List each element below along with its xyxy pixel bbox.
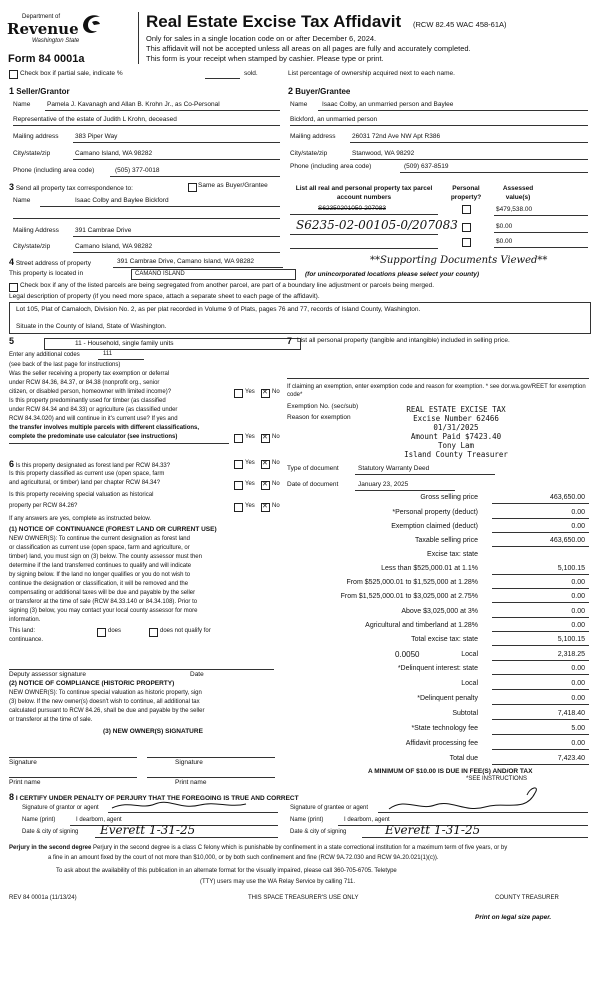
signature-label-2: Signature (175, 759, 203, 766)
no-label: No (272, 481, 280, 487)
yes-label: Yes (245, 434, 255, 440)
treasurer-receipt-stamp: REAL ESTATE EXCISE TAX Excise Number 62466 01/31/2025 Amount Paid $7423.40 Tony Lam Island County Treasurer (404, 405, 508, 459)
seller-city-value[interactable]: Camano Island, WA 98282 (75, 150, 153, 157)
same-as-buyer-checkbox[interactable] (188, 183, 197, 192)
sold-label: sold. (244, 70, 258, 77)
section-1-heading: 1 Seller/Grantor (9, 86, 70, 96)
additional-codes-label: Enter any additional codes (9, 352, 80, 358)
exemption-number-label: Exemption No. (sec/sub) (287, 403, 359, 410)
corr-city-label: City/state/zip (13, 243, 51, 250)
legal-description-line-1: Lot 105, Plat of Camaloch, Division No. 2, as per plat recorded in Volume 9 of Plats, pages 76 and 77, records of Island County, Washington. (16, 306, 421, 313)
no-label: No (272, 460, 280, 466)
calc-label: Subtotal (452, 710, 478, 717)
document-date-value[interactable]: January 23, 2025 (358, 481, 409, 488)
location-select[interactable]: CAMANO ISLAND (131, 269, 296, 280)
exemption-instructions: If claiming an exemption, enter exemption code and reason for exemption. * see dor.wa.gov/REET for exemption code* (287, 384, 586, 398)
calc-label: Less than $525,000.01 at 1.1% (381, 565, 478, 572)
document-type-label: Type of document (287, 465, 339, 472)
calc-label: Local (461, 651, 478, 658)
personal-property-checkbox-1[interactable] (462, 205, 471, 214)
local-rate-value[interactable]: 0.0050 (395, 650, 420, 659)
sec5-q1-yes-checkbox[interactable] (234, 389, 243, 398)
land-does-not-checkbox[interactable] (149, 628, 158, 637)
notice-1-line: continue the designation or classification, it will be removed and the (9, 581, 189, 587)
personal-property-checkbox-2[interactable] (462, 223, 471, 232)
sec5-q2-line1: Is this property predominantly used for timber (as classified (9, 398, 166, 404)
grantee-name-print-value[interactable]: I dearborn, agent (344, 817, 390, 823)
legal-description-line-2: Situate in the County of Island, State of Washington. (16, 323, 167, 330)
seller-name-label: Name (13, 101, 31, 108)
calc-value[interactable]: 0.00 (571, 579, 585, 586)
sec6-q1-yes-checkbox[interactable] (234, 460, 243, 469)
grantee-signature-label: Signature of grantee or agent (290, 805, 369, 811)
additional-codes-value[interactable]: 111 (103, 351, 113, 357)
sec6-q1: 6 Is this property designated as forest land per RCW 84.33? (9, 459, 171, 469)
buyer-address-value[interactable]: 26031 72nd Ave NW Apt R386 (352, 133, 441, 140)
supporting-docs-stamp: **Supporting Documents Viewed** (370, 255, 548, 266)
dept-label: Department of (22, 14, 61, 20)
calc-label: Excise tax: state (427, 551, 478, 558)
calc-label: From $1,525,000.01 to $3,025,000 at 2.75% (340, 593, 478, 600)
sec5-q2-line2: under RCW 84.34 and 84.33) or agriculture (as classified under (9, 407, 178, 413)
calc-value[interactable]: 0.00 (571, 695, 585, 702)
notice-2-line: calculated pursuant to RCW 84.26, shall be due and payable by the seller (9, 708, 205, 714)
same-as-buyer-label: Same as Buyer/Grantee (198, 182, 268, 189)
buyer-address-label: Mailing address (290, 133, 336, 140)
calc-label: Affidavit processing fee (405, 740, 478, 747)
no-label: No (272, 503, 280, 509)
buyer-name-value[interactable]: Isaac Colby, an unmarried person and Baylee (322, 101, 454, 108)
this-land-label: This land: (9, 628, 36, 634)
form-title: Real Estate Excise Tax Affidavit (146, 12, 402, 31)
calc-value[interactable]: 5,100.15 (557, 565, 585, 572)
print-name-label-2: Print name (175, 779, 207, 786)
buyer-city-label: City/state/zip (290, 150, 328, 157)
sec6-q3-no-checkbox[interactable] (261, 503, 270, 512)
yes-label: Yes (245, 389, 255, 395)
calc-value[interactable]: 0.00 (571, 680, 585, 687)
segregation-label: Check box if any of the listed parcels are being segregated from another parcel, are part of a boundary line adjustment or parcels being merged. (20, 282, 435, 289)
minimum-fee-note: A MINIMUM OF $10.00 IS DUE IN FEE(S) AND/OR TAX (368, 768, 533, 775)
land-does-not-label: does not qualify for (160, 628, 211, 634)
grantor-name-print-value[interactable]: I dearborn, agent (76, 817, 122, 823)
calc-value[interactable]: 2,318.25 (557, 651, 585, 658)
seller-phone-value[interactable]: (505) 377-0018 (115, 167, 160, 174)
grantee-date-city-value[interactable]: Everett 1-31-25 (385, 823, 481, 837)
perjury-line-2: a fine in an amount fixed by the court of not more than $10,000, or by both such confinement and fine (RCW 9A.72.030 and RCW 9A.20.021(1)(c)). (48, 855, 439, 861)
sec6-q3-line1: Is this property receiving special valuation as historical (9, 492, 154, 498)
section-4-heading: 4 Street address of property (9, 257, 91, 267)
notice-1-line: information. (9, 617, 41, 623)
deputy-date-label: Date (190, 671, 204, 678)
seller-name-value[interactable]: Pamela J. Kavanagh and Allan B. Krohn Jr., as Co-Personal (47, 101, 220, 108)
grantor-name-print-label: Name (print) (22, 817, 56, 823)
sec6-q1-no-checkbox[interactable] (261, 460, 270, 469)
calc-label: From $525,000.01 to $1,525,000 at 1.28% (346, 579, 478, 586)
buyer-name-value-2[interactable]: Bickford, an unmarried person (290, 116, 378, 123)
see-back-note: (see back of the last page for instructions) (9, 362, 121, 368)
seller-phone-label: Phone (including area code) (13, 167, 95, 174)
grantor-date-city-label: Date & city of signing (22, 829, 79, 835)
calc-label: Taxable selling price (414, 537, 478, 544)
assessed-value-3[interactable]: $0.00 (496, 238, 513, 245)
print-name-label-1: Print name (9, 779, 41, 786)
section-7-number: 7 (287, 336, 293, 346)
calc-label: Above $3,025,000 at 3% (401, 608, 478, 615)
treasurer-use-label: THIS SPACE TREASURER'S USE ONLY (248, 895, 359, 901)
calc-label: *Delinquent interest: state (397, 665, 478, 672)
notice-1-line: compensating or additional taxes will be due and payable by the seller (9, 590, 196, 596)
assessed-value-2[interactable]: $0.00 (496, 223, 513, 230)
notice-1-title: (1) NOTICE OF CONTINUANCE (FOREST LAND OR CURRENT USE) (9, 526, 217, 533)
exemption-reason-label: Reason for exemption (287, 414, 351, 421)
buyer-phone-value[interactable]: (509) 637-8519 (404, 163, 449, 170)
calc-value[interactable]: 7,418.40 (557, 710, 585, 717)
sec6-q2-line2: and agricultural, or timber) land per chapter RCW 84.34? (9, 480, 161, 486)
document-type-value[interactable]: Statutory Warranty Deed (358, 465, 430, 472)
continuance-label: continuance. (9, 637, 44, 643)
partial-sale-checkbox[interactable] (9, 70, 18, 79)
seller-address-value[interactable]: 383 Piper Way (75, 133, 118, 140)
revision-label: REV 84 0001a (11/13/24) (9, 895, 77, 901)
section-3-heading: 3 Send all property tax correspondence to: (9, 182, 133, 192)
calc-value[interactable]: 5.00 (571, 725, 585, 732)
buyer-phone-label: Phone (including area code) (290, 163, 372, 170)
sec6-q3-line2: property per RCW 84.26? (9, 503, 78, 509)
wa-revenue-logo-icon (80, 11, 102, 35)
notice-1-line: determine if the land transferred continues to qualify and will indicate (9, 563, 192, 569)
assessed-value-1[interactable]: $479,538.00 (496, 206, 533, 213)
seller-address-label: Mailing address (13, 133, 59, 140)
rcw-ref: (RCW 82.45 WAC 458-61A) (413, 20, 507, 29)
notice-1-line: timber) land, you must sign on (3) below. The county assessor must then (9, 554, 202, 560)
calc-value[interactable]: 0.00 (571, 608, 585, 615)
personal-property-heading: List all personal property (tangible and intangible) included in selling price. (297, 337, 510, 344)
notice-2-line: or transferor at the time of sale. (9, 717, 93, 723)
header-sub1: Only for sales in a single location code on or after December 6, 2024. (146, 34, 377, 43)
header-sub2: This affidavit will not be accepted unless all areas on all pages are fully and accurately completed. (146, 44, 471, 53)
sec5-q2-yes-checkbox[interactable] (234, 434, 243, 443)
legal-size-note: Print on legal size paper. (475, 914, 552, 921)
assessed-value-header: Assessed value(s) (502, 185, 534, 201)
sec6-q3-yes-checkbox[interactable] (234, 503, 243, 512)
calc-label: Total excise tax: state (411, 636, 478, 643)
sec6-q2-yes-checkbox[interactable] (234, 481, 243, 490)
new-owner-signature-heading: (3) NEW OWNER(S) SIGNATURE (103, 728, 203, 735)
state-label: Washington State (32, 38, 80, 44)
notice-1-line: NEW OWNER(S): To continue the current designation as forest land (9, 536, 190, 542)
calc-label: Local (461, 680, 478, 687)
land-does-label: does (108, 628, 122, 634)
sec6-q2-no-checkbox[interactable] (261, 481, 270, 490)
parcel-struck-number: S62350201050-207083 (318, 205, 386, 212)
grantor-signature-label: Signature of grantor or agent (22, 805, 99, 811)
land-use-code-select[interactable]: 11 - Household, single family units (44, 338, 301, 350)
calc-value[interactable]: 0.00 (571, 622, 585, 629)
corr-city-value[interactable]: Camano Island, WA 98282 (75, 243, 153, 250)
deputy-assessor-signature-label: Deputy assessor signature (9, 671, 86, 678)
buyer-city-value[interactable]: Stanwood, WA 98292 (352, 150, 415, 157)
land-does-checkbox[interactable] (97, 628, 106, 637)
corr-address-label: Mailing Address (13, 227, 59, 234)
calc-value[interactable]: 0.00 (571, 665, 585, 672)
street-address-value[interactable]: 391 Cambrae Drive, Camano Island, WA 98282 (117, 258, 255, 265)
section-2-heading: 2 Buyer/Grantee (288, 86, 351, 96)
calc-value[interactable]: 463,650.00 (549, 494, 585, 501)
sec5-q1-line2: under RCW 84.36, 84.37, or 84.38 (nonprofit org., senior (9, 380, 160, 386)
grantee-name-print-label: Name (print) (290, 817, 324, 823)
personal-property-checkbox-3[interactable] (462, 238, 471, 247)
no-label: No (272, 434, 280, 440)
calc-label: *State technology fee (411, 725, 478, 732)
section-5-number: 5 (9, 336, 15, 346)
personal-property-header: Personal property? (450, 185, 482, 201)
sec5-q2-line5: complete the predominate use calculator (see instructions) (9, 434, 178, 440)
yes-label: Yes (245, 481, 255, 487)
see-instructions-note: *SEE INSTRUCTIONS (466, 776, 528, 782)
parcel-heading: List all real and personal property tax parcel account numbers (295, 185, 433, 201)
calc-label: Agricultural and timberland at 1.28% (365, 622, 478, 629)
calc-label: Exemption claimed (deduct) (391, 523, 478, 530)
if-yes-note: If any answers are yes, complete as instructed below. (9, 516, 152, 522)
sec5-q1-line3: citizen, or disabled person, homeowner with limited income)? (9, 389, 172, 395)
alt-format-line-1: To ask about the availability of this publication in an alternate format for the visually impaired, please call 360-705-6705. Teletype (56, 868, 397, 874)
county-treasurer-label: COUNTY TREASURER (495, 895, 559, 901)
alt-format-line-2: (TTY) users may use the WA Relay Service by calling 711. (200, 879, 356, 885)
calc-label: Total due (449, 755, 478, 762)
calc-value[interactable]: 0.00 (571, 740, 585, 747)
segregation-checkbox[interactable] (9, 283, 18, 292)
calc-value[interactable]: 463,650.00 (549, 537, 585, 544)
calc-value[interactable]: 0.00 (571, 593, 585, 600)
notice-2-line: NEW OWNER(S): To continue special valuation as historic property, sign (9, 690, 202, 696)
yes-label: Yes (245, 503, 255, 509)
sec5-q1-line1: Was the seller receiving a property tax exemption or deferral (9, 371, 170, 377)
sec5-q2-no-checkbox[interactable] (261, 434, 270, 443)
pct-list-label: List percentage of ownership acquired next to each name. (288, 70, 455, 77)
notice-1-line: signing (3) below, you may contact your local county assessor for more (9, 608, 198, 614)
corr-address-value[interactable]: 391 Cambrae Drive (75, 227, 132, 234)
sec6-q2-line1: Is this property classified as current use (open space, farm (9, 471, 165, 477)
located-label: This property is located in (9, 270, 84, 277)
revenue-logo-text: Revenue (7, 20, 79, 38)
form-number: Form 84 0001a (8, 53, 85, 65)
calc-value[interactable]: 5,100.15 (557, 636, 585, 643)
yes-label: Yes (245, 460, 255, 466)
corr-name-label: Name (13, 197, 31, 204)
seller-name-value-2[interactable]: Representative of the estate of Judith L Krohn, deceased (13, 116, 177, 123)
calc-label: Gross selling price (420, 494, 478, 501)
calc-label: *Delinquent penalty (417, 695, 478, 702)
grantor-date-city-value[interactable]: Everett 1-31-25 (100, 823, 196, 837)
buyer-name-label: Name (290, 101, 308, 108)
legal-description-label: Legal description of property (if you need more space, attach a separate sheet to each page of the affidavit). (9, 293, 320, 300)
header-sub3: This form is your receipt when stamped by cashier. Please type or print. (146, 54, 384, 63)
partial-sale-label: Check box if partial sale, indicate % (20, 70, 123, 77)
parcel-handwritten-number[interactable]: S6235-02-00105-0/207083 (296, 218, 458, 232)
sec5-q1-no-checkbox[interactable] (261, 389, 270, 398)
certify-statement: 8 I CERTIFY UNDER PENALTY OF PERJURY THAT THE FOREGOING IS TRUE AND CORRECT (9, 792, 299, 802)
sec5-q2-line3: RCW 84.34.020) and will continue in it's current use? If yes and (9, 416, 178, 422)
calc-value[interactable]: 0.00 (571, 523, 585, 530)
calc-value[interactable]: 7,423.40 (557, 755, 585, 762)
notice-2-title: (2) NOTICE OF COMPLIANCE (HISTORIC PROPERTY) (9, 680, 175, 687)
no-label: No (272, 389, 280, 395)
grantee-date-city-label: Date & city of signing (290, 829, 347, 835)
seller-city-label: City/state/zip (13, 150, 51, 157)
notice-1-line: or transferor at the time of sale (RCW 84.33.140 or 84.34.108). Prior to (9, 599, 198, 605)
notice-1-line: or classification as current use (open space, farm and agriculture, or (9, 545, 190, 551)
corr-name-value[interactable]: Isaac Colby and Baylee Bickford (75, 197, 169, 204)
calc-value[interactable]: 0.00 (571, 509, 585, 516)
unincorporated-note: (for unincorporated locations please select your county) (305, 271, 480, 278)
perjury-line-1: Perjury in the second degree Perjury in the second degree is a class C felony which is punishable by confinement in a state correctional institution for a maximum term of five years, or by (9, 845, 508, 851)
notice-1-line: by signing below. If the land no longer qualifies or you do not wish to (9, 572, 191, 578)
sec5-q2-line4: the transfer involves multiple parcels with different classifications, (9, 425, 200, 431)
notice-2-line: (3) below. If the new owner(s) doesn't wish to continue, all additional tax (9, 699, 200, 705)
document-date-label: Date of document (287, 481, 339, 488)
signature-label-1: Signature (9, 759, 37, 766)
calc-label: *Personal property (deduct) (392, 509, 478, 516)
